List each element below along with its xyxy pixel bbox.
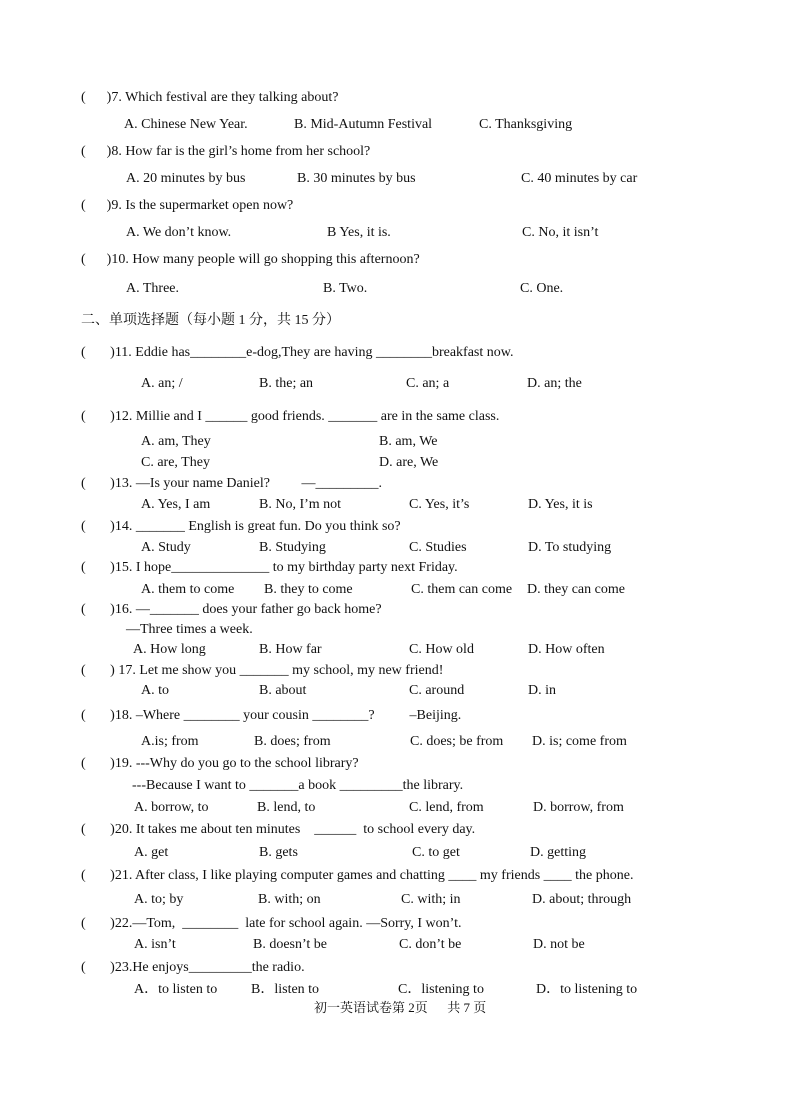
question-8-option-b: B. 30 minutes by bus xyxy=(297,171,416,186)
question-8-stem: ( )8. How far is the girl’s home from her school? xyxy=(81,144,371,159)
question-13-option-b: B. No, I’m not xyxy=(259,497,342,512)
question-21-option-a: A. to; by xyxy=(134,892,184,907)
question-21-stem: ( )21. After class, I like playing computer games and chatting ____ my friends ____ the phone. xyxy=(81,868,634,883)
question-17-option-d: D. in xyxy=(528,683,556,698)
question-22-option-b: B. doesn’t be xyxy=(253,937,328,952)
question-10-option-b: B. Two. xyxy=(323,281,368,296)
question-20-option-c: C. to get xyxy=(412,845,460,860)
question-23-option-a: A．to listen to xyxy=(134,982,218,997)
question-10-stem: ( )10. How many people will go shopping this afternoon? xyxy=(81,252,420,267)
question-15-stem: ( )15. I hope______________ to my birthday party next Friday. xyxy=(81,560,458,575)
question-22-option-c: C. don’t be xyxy=(399,937,462,952)
question-17-option-c: C. around xyxy=(409,683,465,698)
question-19-option-d: D. borrow, from xyxy=(533,800,624,815)
question-19-option-c: C. lend, from xyxy=(409,800,484,815)
question-7-option-c: C. Thanksgiving xyxy=(479,117,573,132)
question-15-option-b: B. they to come xyxy=(264,582,353,597)
question-18-option-d: D. is; come from xyxy=(532,734,627,749)
question-10-option-c: C. One. xyxy=(520,281,564,296)
question-7-stem: ( )7. Which festival are they talking about? xyxy=(81,90,339,105)
question-7-option-a: A. Chinese New Year. xyxy=(124,117,248,132)
question-20-option-b: B. gets xyxy=(259,845,298,860)
question-14-option-a: A. Study xyxy=(141,540,191,555)
question-23-option-d: D．to listening to xyxy=(536,982,638,997)
question-9-option-c: C. No, it isn’t xyxy=(522,225,599,240)
page-footer: 初一英语试卷第 2页 共 7 页 xyxy=(314,1000,487,1015)
question-21-option-c: C. with; in xyxy=(401,892,461,907)
question-16-option-d: D. How often xyxy=(528,642,605,657)
question-12-option-c: C. are, They xyxy=(141,455,210,470)
question-19-option-b: B. lend, to xyxy=(257,800,316,815)
question-8-option-a: A. 20 minutes by bus xyxy=(126,171,246,186)
question-14-option-b: B. Studying xyxy=(259,540,326,555)
question-8-option-c: C. 40 minutes by car xyxy=(521,171,638,186)
question-16-stem: ( )16. —_______ does your father go back home? xyxy=(81,602,382,617)
question-19-option-a: A. borrow, to xyxy=(134,800,209,815)
question-16-option-b: B. How far xyxy=(259,642,322,657)
question-22-stem: ( )22.—Tom, ________ late for school again. —Sorry, I won’t. xyxy=(81,916,462,931)
question-18-stem: ( )18. –Where ________ your cousin ________? –Beijing. xyxy=(81,708,462,723)
question-22-option-a: A. isn’t xyxy=(134,937,176,952)
question-12-stem: ( )12. Millie and I ______ good friends. _______ are in the same class. xyxy=(81,409,500,424)
question-18-option-c: C. does; be from xyxy=(410,734,504,749)
question-20-stem: ( )20. It takes me about ten minutes ______ to school every day. xyxy=(81,822,476,837)
question-15-option-d: D. they can come xyxy=(527,582,625,597)
question-21-option-d: D. about; through xyxy=(532,892,632,907)
question-13-option-c: C. Yes, it’s xyxy=(409,497,470,512)
question-11-option-a: A. an; / xyxy=(141,376,183,391)
question-17-stem: ( ) 17. Let me show you _______ my school, my new friend! xyxy=(81,663,444,678)
question-11-option-c: C. an; a xyxy=(406,376,450,391)
question-23-option-c: C．listening to xyxy=(398,982,484,997)
question-16-response: —Three times a week. xyxy=(126,622,253,637)
question-13-option-d: D. Yes, it is xyxy=(528,497,593,512)
question-13-option-a: A. Yes, I am xyxy=(141,497,211,512)
question-19-response: ---Because I want to _______a book _________the library. xyxy=(132,778,464,793)
question-15-option-c: C. them can come xyxy=(411,582,513,597)
question-14-option-c: C. Studies xyxy=(409,540,467,555)
question-9-stem: ( )9. Is the supermarket open now? xyxy=(81,198,294,213)
question-12-option-a: A. am, They xyxy=(141,434,211,449)
question-12-option-d: D. are, We xyxy=(379,455,439,470)
question-23-stem: ( )23.He enjoys_________the radio. xyxy=(81,960,305,975)
question-16-option-a: A. How long xyxy=(133,642,206,657)
question-19-stem: ( )19. ---Why do you go to the school library? xyxy=(81,756,359,771)
question-7-option-b: B. Mid-Autumn Festival xyxy=(294,117,433,132)
question-18-option-a: A.is; from xyxy=(141,734,199,749)
question-20-option-d: D. getting xyxy=(530,845,586,860)
question-9-option-b: B Yes, it is. xyxy=(327,225,391,240)
question-12-option-b: B. am, We xyxy=(379,434,438,449)
question-22-option-d: D. not be xyxy=(533,937,585,952)
question-16-option-c: C. How old xyxy=(409,642,474,657)
question-10-option-a: A. Three. xyxy=(126,281,179,296)
question-11-stem: ( )11. Eddie has________e-dog,They are having ________breakfast now. xyxy=(81,345,514,360)
question-13-stem: ( )13. —Is your name Daniel? —_________. xyxy=(81,476,382,491)
question-15-option-a: A. them to come xyxy=(141,582,235,597)
question-9-option-a: A. We don’t know. xyxy=(126,225,232,240)
section-heading: 二、单项选择题（每小题 1 分，共 15 分） xyxy=(81,313,340,328)
question-21-option-b: B. with; on xyxy=(258,892,321,907)
question-14-option-d: D. To studying xyxy=(528,540,612,555)
question-20-option-a: A. get xyxy=(134,845,169,860)
question-17-option-b: B. about xyxy=(259,683,307,698)
question-11-option-d: D. an; the xyxy=(527,376,582,391)
question-14-stem: ( )14. _______ English is great fun. Do you think so? xyxy=(81,519,401,534)
question-18-option-b: B. does; from xyxy=(254,734,331,749)
question-17-option-a: A. to xyxy=(141,683,169,698)
question-23-option-b: B．listen to xyxy=(251,982,320,997)
question-11-option-b: B. the; an xyxy=(259,376,314,391)
